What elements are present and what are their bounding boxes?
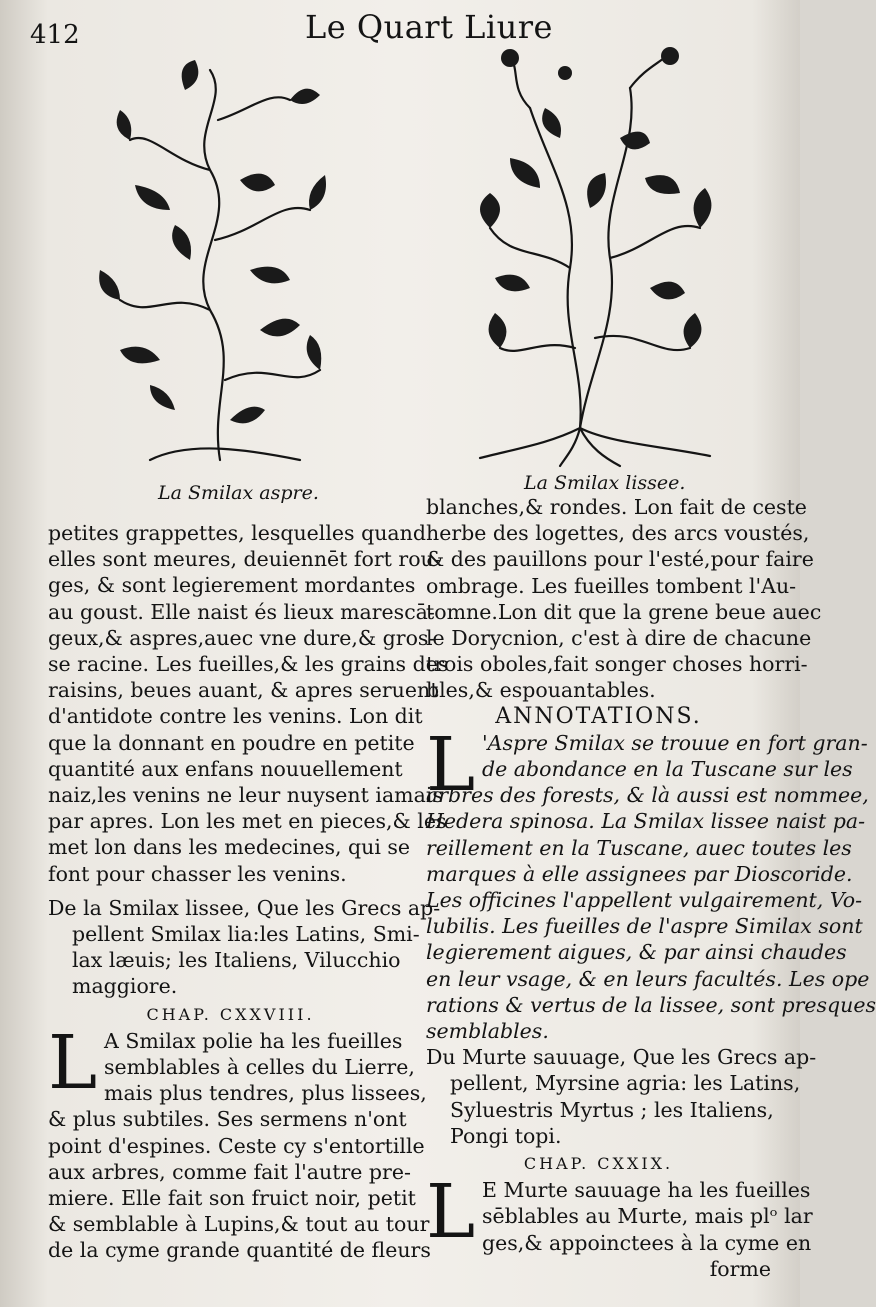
text-line: met lon dans les medecines, qui se xyxy=(48,835,411,860)
text-line: & semblable à Lupins,& tout au tour xyxy=(48,1212,430,1237)
text-line: quantité aux enfans nouuellement xyxy=(48,756,403,781)
chapter-heading: CHAP. CXXIX. xyxy=(523,1154,674,1174)
text-line: ombrage. Les fueilles tombent l'Au- xyxy=(426,573,797,598)
chapter-heading: CHAP. CXXVIII. xyxy=(146,1004,315,1024)
text-line: semblables. xyxy=(426,1019,549,1044)
text-line: elles sont meures, deuiennēt fort rou- xyxy=(48,547,441,572)
text-line: en leur vsage, & en leurs facultés. Les ope xyxy=(426,966,870,991)
text-line: bles,& espouantables. xyxy=(426,678,656,703)
text-line: le Dorycnion, c'est à dire de chacune xyxy=(426,626,812,651)
text-line: & plus subtiles. Ses sermens n'ont xyxy=(48,1107,407,1132)
right-column xyxy=(426,494,876,1282)
text-line: 'Aspre Smilax se trouue en fort gran- xyxy=(482,730,868,755)
text-line: d'antidote contre les venins. Lon dit xyxy=(48,704,423,729)
text-line: arbres des forests, & là aussi est nommee, xyxy=(426,783,869,808)
smilax-aspre-illustration xyxy=(90,60,330,470)
text-line: ges,& appoinctees à la cyme en xyxy=(482,1230,812,1255)
page-number: 412 xyxy=(30,20,80,50)
text-line: Les officines l'appellent vulgairement, Vo- xyxy=(426,888,863,913)
text-line: A Smilax polie ha les fueilles xyxy=(104,1028,403,1053)
heading-line: pellent Smilax lia:les Latins, Smi- xyxy=(72,922,420,947)
text-line: marques à elle assignees par Dioscoride. xyxy=(426,861,853,886)
text-line: geux,& aspres,auec vne dure,& gros- xyxy=(48,625,436,650)
heading-line: Du Murte sauuage, Que les Grecs ap- xyxy=(426,1045,817,1070)
text-line: par apres. Lon les met en pieces,& les xyxy=(48,809,447,834)
heading-line: pellent, Myrsine agria: les Latins, xyxy=(450,1071,801,1096)
text-line: rations & vertus de la lissee, sont presques xyxy=(426,992,876,1017)
text-line: mais plus tendres, plus lissees, xyxy=(104,1081,427,1106)
figure-caption-left: La Smilax aspre. xyxy=(158,482,319,504)
right-paragraph-2 xyxy=(426,1169,813,1282)
heading-line: De la Smilax lissee, Que les Grecs ap- xyxy=(48,895,441,920)
text-line: reillement en la Tuscane, auec toutes les xyxy=(426,835,852,860)
text-line: tomne.Lon dit que la grene beue auec xyxy=(426,599,822,624)
drop-cap: L xyxy=(426,1169,476,1256)
text-line: blanches,& rondes. Lon fait de ceste xyxy=(426,495,807,519)
running-head: Le Quart Liure xyxy=(305,8,553,46)
text-line: au goust. Elle naist és lieux marescā- xyxy=(48,599,435,624)
text-line: sēblables au Murte, mais plᵒ lar xyxy=(482,1204,813,1229)
left-paragraph-2 xyxy=(48,1019,431,1264)
heading-line: lax læuis; les Italiens, Vilucchio xyxy=(72,948,401,973)
heading-line: Pongi topi. xyxy=(450,1123,562,1148)
catchword: forme xyxy=(709,1256,771,1281)
figure-caption-right: La Smilax lissee. xyxy=(524,472,686,494)
text-line: aux arbres, comme fait l'autre pre- xyxy=(48,1159,411,1184)
right-paragraph-1 xyxy=(426,494,822,704)
text-line: font pour chasser les venins. xyxy=(48,861,347,886)
heading-line: Syluestris Myrtus ; les Italiens, xyxy=(450,1097,774,1122)
text-line: ges, & sont legierement mordantes xyxy=(48,573,416,598)
annotations-text xyxy=(426,721,876,1044)
text-line: raisins, beues auant, & apres seruent xyxy=(48,678,439,703)
text-line: se racine. Les fueilles,& les grains des xyxy=(48,652,449,677)
text-line: herbe des logettes, des arcs voustés, xyxy=(426,521,810,546)
text-line: trois oboles,fait songer choses horri- xyxy=(426,652,808,677)
text-line: E Murte sauuage ha les fueilles xyxy=(482,1178,811,1203)
text-line: naiz,les venins ne leur nuysent iamais xyxy=(48,783,443,808)
smilax-lissee-illustration xyxy=(470,48,720,468)
text-line: lubilis. Les fueilles de l'aspre Similax sont xyxy=(426,914,863,939)
heading-line: maggiore. xyxy=(72,974,178,999)
text-line: & des pauillons pour l'esté,pour faire xyxy=(426,547,814,572)
text-line: de la cyme grande quantité de fleurs xyxy=(48,1238,431,1263)
text-line: petites grappettes, lesquelles quand xyxy=(48,521,426,545)
text-line: de abondance en la Tuscane sur les xyxy=(482,757,853,782)
drop-cap: L xyxy=(48,1019,98,1106)
annotations-heading: ANNOTATIONS. xyxy=(495,703,702,729)
text-line: point d'espines. Ceste cy s'entortille xyxy=(48,1133,425,1158)
left-column xyxy=(48,520,449,1264)
text-line: Hedera spinosa. La Smilax lissee naist pa- xyxy=(426,809,866,834)
left-section-heading xyxy=(48,895,441,1000)
right-section-heading xyxy=(426,1044,817,1149)
drop-cap: L xyxy=(426,721,476,808)
text-line: legierement aigues, & par ainsi chaudes xyxy=(426,940,847,965)
text-line: que la donnant en poudre en petite xyxy=(48,730,415,755)
text-line: semblables à celles du Lierre, xyxy=(104,1055,415,1080)
text-line: miere. Elle fait son fruict noir, petit xyxy=(48,1186,416,1211)
left-paragraph-1 xyxy=(48,520,449,887)
